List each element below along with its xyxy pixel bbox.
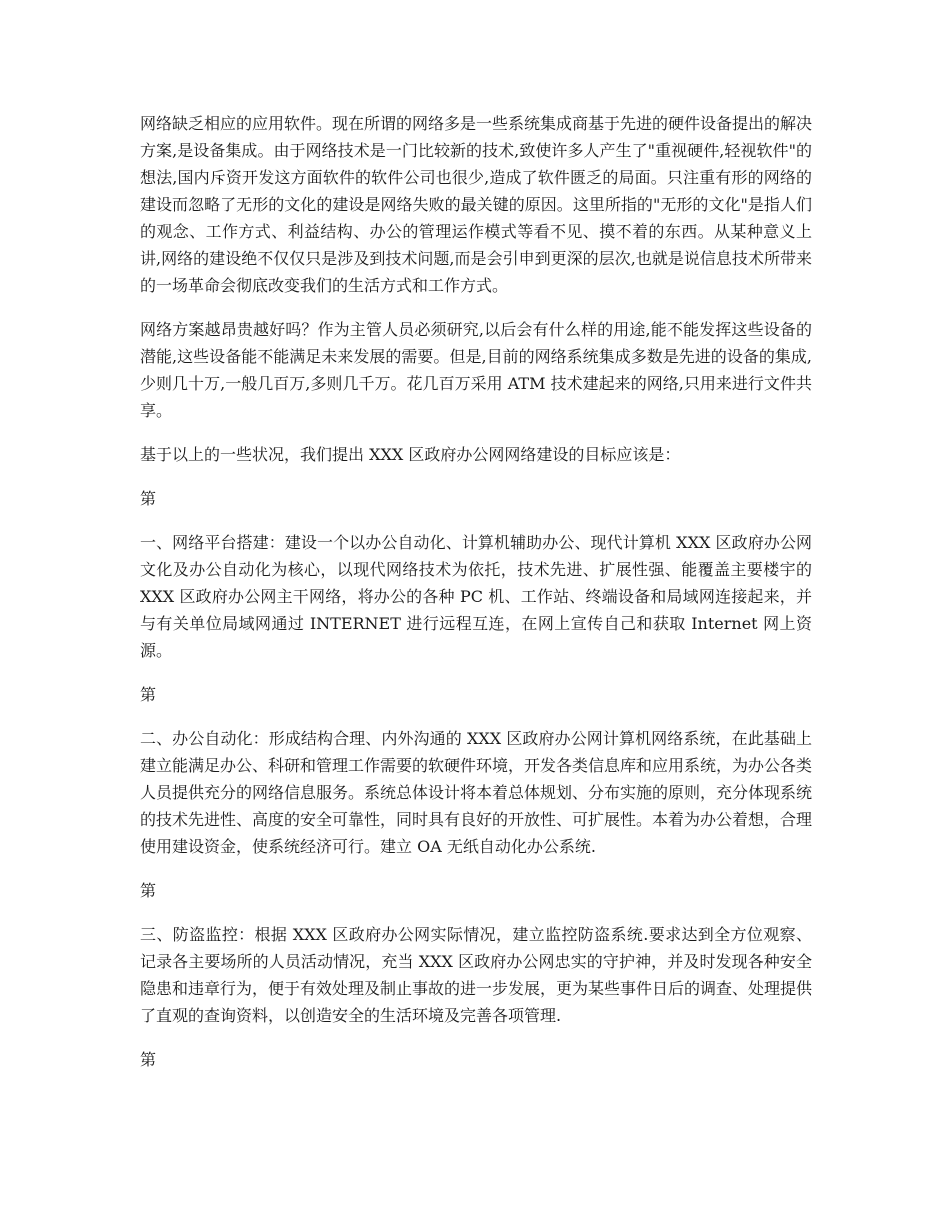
paragraph-software-shortage: 网络缺乏相应的应用软件。现在所谓的网络多是一些系统集成商基于先进的硬件设备提出的解决方案,是设备集成。由于网络技术是一门比较新的技术,致使许多人产生了"重视硬件,轻视软件"的想法,国内斥资开发这方面软件的软件公司也很少,造成了软件匮乏的局面。只注重有形的网络的建设而忽略了无形的文化的建设是网络失败的最关键的原因。这里所指的"无形的文化"是指人们的观念、工作方式、利益结构、办公的管理运作模式等看不见、摸不着的东西。从某种意义上讲,网络的建设绝不仅仅只是涉及到技术问题,而是会引申到更深的层次,也就是说信息技术所带来的一场革命会彻底改变我们的生活方式和工作方式。 — [140, 114, 813, 295]
paragraph-network-platform: 一、网络平台搭建：建设一个以办公自动化、计算机辅助办公、现代计算机 XXX 区政府办公网文化及办公自动化为核心，以现代网络技术为依托，技术先进、扩展性强、能覆盖主要楼宇的 XXX 区政府办公网主干网络，将办公的各种 PC 机、工作站、终端设备和局域网连接起来，并与有关单位局域网通过 INTERNET 进行远程互连，在网上宣传自己和获取 Internet 网上资源。 — [140, 533, 812, 660]
paragraph-office-automation: 二、办公自动化：形成结构合理、内外沟通的 XXX 区政府办公网计算机网络系统，在此基础上建立能满足办公、科研和管理工作需要的软硬件环境，开发各类信息库和应用系统，为办公各类人员提供充分的网络信息服务。系统总体设计将本着总体规划、分布实施的原则，充分体现系统的技术先进性、高度的安全可靠性，同时具有良好的开放性、可扩展性。本着为办公着想，合理使用建设资金，使系统经济可行。建立 OA 无纸自动化办公系统. — [140, 729, 813, 856]
section-marker: 第 — [140, 685, 157, 704]
paragraph-network-cost: 网络方案越昂贵越好吗？作为主管人员必须研究,以后会有什么样的用途,能不能发挥这些设备的潜能,这些设备能不能满足未来发展的需要。但是,目前的网络系统集成多数是先进的设备的集成,少则几十万,一般几百万,多则几千万。花几百万采用 ATM 技术建起来的网络,只用来进行文件共享。 — [140, 320, 812, 420]
document-body — [140, 110, 812, 1090]
paragraph-security-monitoring: 三、防盗监控：根据 XXX 区政府办公网实际情况，建立监控防盗系统.要求达到全方位观察、记录各主要场所的人员活动情况，充当 XXX 区政府办公网忠实的守护神，并及时发现各种安全隐患和违章行为，便于有效处理及制止事故的进一步发展，更为某些事件日后的调查、处理提供了直观的查询资料，以创造安全的生活环境及完善各项管理. — [140, 925, 813, 1025]
section-marker: 第 — [140, 489, 157, 508]
paragraph-goal-intro: 基于以上的一些状况，我们提出 XXX 区政府办公网网络建设的目标应该是： — [140, 445, 681, 464]
section-marker: 第 — [140, 1050, 157, 1069]
section-marker: 第 — [140, 881, 157, 900]
